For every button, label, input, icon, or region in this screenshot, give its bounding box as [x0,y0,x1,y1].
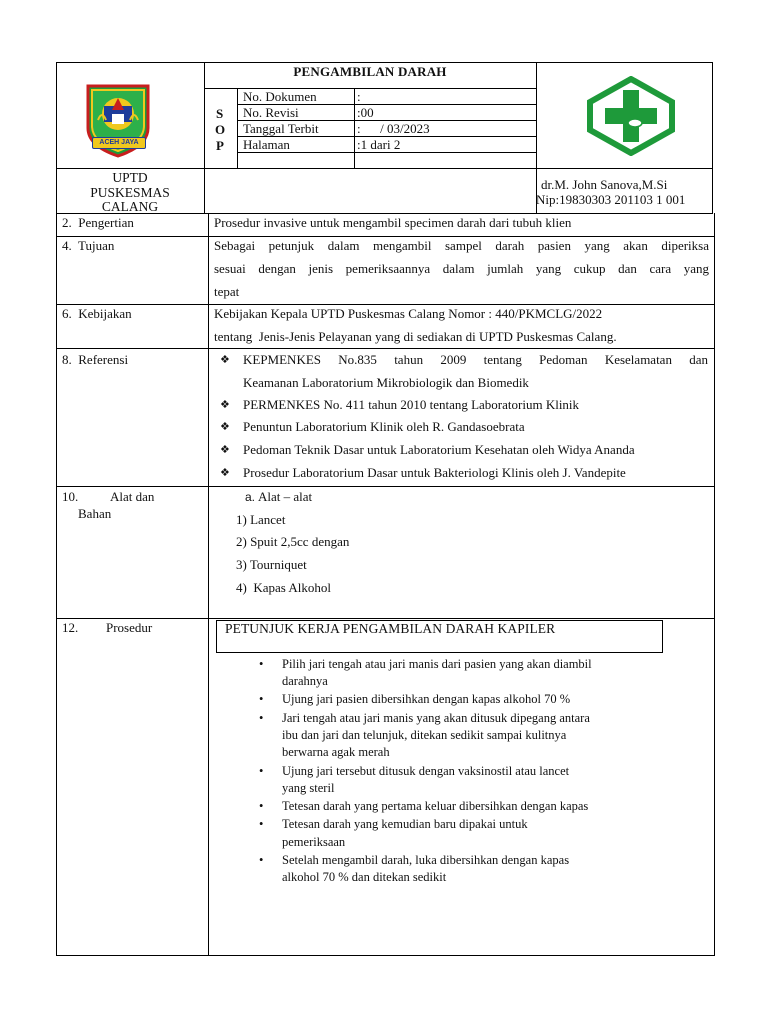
alat-item-1: 1) Lancet [236,512,286,527]
bullet-icon: • [259,817,264,831]
bullet-icon: • [259,711,264,725]
doc-number-label: No. Dokumen [243,89,317,104]
prosedur-line-10: Tetesan darah yang kemudian baru dipakai untuk [282,817,528,831]
prosedur-line-6: berwarna agak merah [282,745,390,759]
sop-letter-s: S [216,106,224,121]
kebijakan-line-1: Kebijakan Kepala UPTD Puskesmas Calang Nomor : 440/PKMCLG/2022 [214,306,603,321]
issue-date-label: Tanggal Terbit [243,121,319,136]
kebijakan-label: 6. Kebijakan [62,306,132,321]
prosedur-box-title: PETUNJUK KERJA PENGAMBILAN DARAH KAPILER [225,621,556,636]
revision-value: :00 [357,105,374,120]
kebijakan-line-2: tentang Jenis-Jenis Pelayanan yang di sediakan di UPTD Puskesmas Calang. [214,329,617,344]
alat-label-line-2: Bahan [78,506,112,521]
alat-item-4: 4) Kapas Alkohol [236,580,331,595]
puskesmas-cross-logo-icon [586,76,676,156]
prosedur-line-7: Ujung jari tersebut ditusuk dengan vaksinostil atau lancet [282,764,570,778]
bullet-icon: • [259,799,264,813]
pengertian-text: Prosedur invasive untuk mengambil specimen darah dari tubuh klien [214,215,572,230]
alat-item-2: 2) Spuit 2,5cc dengan [236,534,350,549]
prosedur-line-12: Setelah mengambil darah, luka dibersihkan dengan kapas [282,853,570,867]
prosedur-label-number: 12. [62,620,79,635]
prosedur-line-11: pemeriksaan [282,835,346,849]
diamond-bullet-icon: ❖ [220,353,230,366]
prosedur-line-1: Pilih jari tengah atau jari manis dari pasien yang akan diambil [282,657,592,671]
referensi-line-1: KEPMENKES No.835 tahun 2009 tentang Pedoman Keselamatan dan [243,352,708,367]
diamond-bullet-icon: ❖ [220,466,230,479]
referensi-line-3: PERMENKES No. 411 tahun 2010 tentang Laboratorium Klinik [243,397,580,412]
bullet-icon: • [259,764,264,778]
alat-heading: Alat – alat [258,489,313,504]
prosedur-line-8: yang steril [282,781,335,795]
page-value: :1 dari 2 [357,137,401,152]
alat-heading-marker: a. [245,490,256,504]
prosedur-line-9: Tetesan darah yang pertama keluar dibersihkan dengan kapas [282,799,589,813]
emblem-banner: ACEH JAYA [92,137,146,149]
tujuan-label: 4. Tujuan [62,238,115,253]
doc-number-value: : [357,89,361,104]
prosedur-line-3: Ujung jari pasien dibersihkan dengan kapas alkohol 70 % [282,692,571,706]
tujuan-line-3: tepat [214,284,240,299]
diamond-bullet-icon: ❖ [220,420,230,433]
document-title: PENGAMBILAN DARAH [293,64,447,79]
alat-item-3: 3) Tourniquet [236,557,307,572]
bullet-icon: • [259,853,264,867]
signatory-nip: Nip:19830303 201103 1 001 [536,192,686,207]
revision-label: No. Revisi [243,105,299,120]
org-name-line-1: UPTD [112,170,148,185]
diamond-bullet-icon: ❖ [220,398,230,411]
org-name-line-3: CALANG [101,199,159,214]
signatory-name: dr.M. John Sanova,M.Si [541,177,668,192]
tujuan-line-2: sesuai dengan jenis pemeriksaannya dalam jumlah yang cukup dan cara yang [214,261,709,276]
bullet-icon: • [259,657,264,671]
referensi-line-4: Penuntun Laboratorium Klinik oleh R. Gandasoebrata [243,419,525,434]
prosedur-line-5: ibu dan jari dan telunjuk, ditekan sedikit sampai kulitnya [282,728,567,742]
sop-letter-o: O [215,122,226,137]
org-name-line-2: PUSKESMAS [90,185,170,200]
issue-date-value: : / 03/2023 [357,121,430,136]
sop-letter-p: P [216,138,224,153]
aceh-jaya-emblem-icon [82,80,154,158]
alat-label-line-1: Alat dan [110,489,155,504]
referensi-line-5: Pedoman Teknik Dasar untuk Laboratorium Kesehatan oleh Widya Ananda [243,442,635,457]
diamond-bullet-icon: ❖ [220,443,230,456]
referensi-line-6: Prosedur Laboratorium Dasar untuk Bakteriologi Klinis oleh J. Vandepite [243,465,626,480]
page-label: Halaman [243,137,290,152]
alat-label-number: 10. [62,489,79,504]
prosedur-line-13: alkohol 70 % dan ditekan sedikit [282,870,447,884]
pengertian-label: 2. Pengertian [62,215,134,230]
referensi-line-2: Keamanan Laboratorium Mikrobiologik dan Biomedik [243,375,529,390]
tujuan-line-1: Sebagai petunjuk dalam mengambil sampel darah pasien yang akan diperiksa [214,238,709,253]
prosedur-line-4: Jari tengah atau jari manis yang akan ditusuk dipegang antara [282,711,590,725]
prosedur-label: Prosedur [106,620,153,635]
referensi-label: 8. Referensi [62,352,129,367]
bullet-icon: • [259,692,264,706]
prosedur-line-2: darahnya [282,674,328,688]
